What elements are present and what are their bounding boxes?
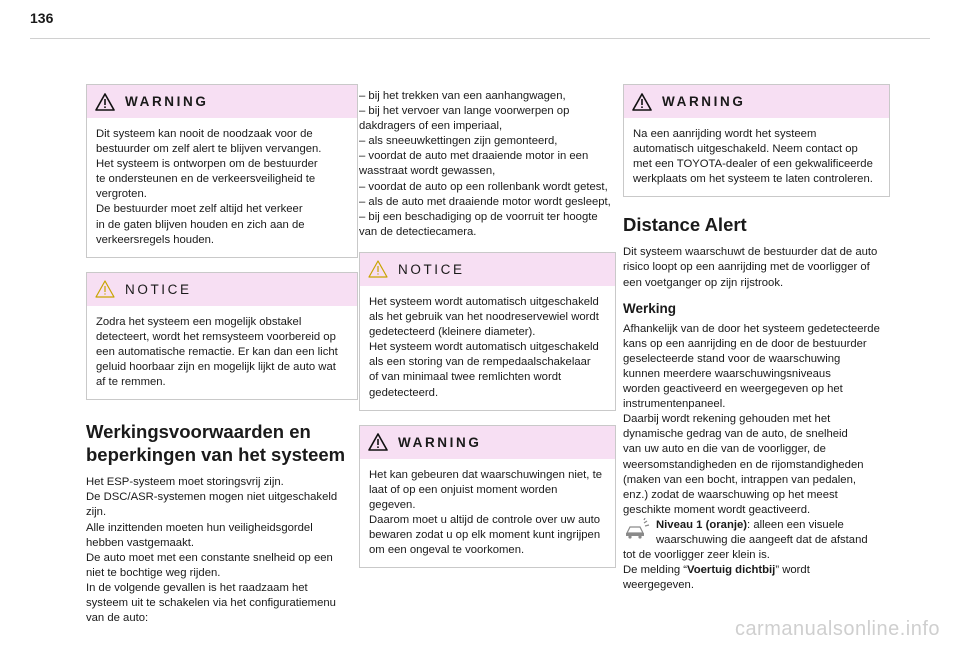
level-1-desc-a: : alleen een visuele xyxy=(747,518,844,531)
warning-title: WARNING xyxy=(125,94,209,109)
watermark: carmanualsonline.info xyxy=(734,618,940,640)
column-2 xyxy=(359,89,616,580)
warning-box xyxy=(86,84,358,258)
column-1 xyxy=(86,84,358,626)
top-divider xyxy=(30,38,930,39)
distance-alert-intro: Dit systeem waarschuwt de bestuurder dat de auto risico loopt op een aanrijding met de voorligger of een voetganger op zijn rijstrook. xyxy=(623,246,878,289)
section-heading: Werkingsvoorwaarden en beperkingen van het systeem xyxy=(86,421,346,466)
distance-alert-heading: Distance Alert xyxy=(623,214,747,236)
werking-text: Afhankelijk van de door het systeem gedetecteerde kans op een aanrijding en de door de bestuurder geselecteerde stand voor de waarschuwing kunnen meerdere waarschuwingsniveaus worden geactiveerd en weergegeven op het instrumentenpaneel. Daarbij wordt rekening gehouden met het dynamische gedrag van de auto, de snelheid van uw auto en die van de voorligger, de weersomstandigheden en de rijomstandigheden (maken van een bocht, intrappen van pedalen, enz.) zodat de waarschuwing op het meest geschikte moment wordt geactiveerd. xyxy=(623,322,880,516)
level-1-row xyxy=(623,518,890,548)
notice-title: NOTICE xyxy=(398,261,465,277)
message-line xyxy=(623,563,890,578)
notice-box xyxy=(359,252,616,411)
notice-text: Het systeem wordt automatisch uitgeschakeld als het gebruik van het noodreservewiel wordt gedetecteerd (kleinere diameter). Het systeem wordt automatisch uitgeschakeld als een storing van de rempedaalschakelaar of van minimaal twee remlichten wordt gedetecteerd. xyxy=(369,295,599,399)
level-1-text xyxy=(656,518,868,548)
conditions-list: – bij het trekken van een aanhangwagen, – bij het vervoer van lange voorwerpen op dakdragers of een imperiaal, – als sneeuwkettingen zijn gemonteerd, – voordat de auto met draaiende motor in een wasstraat wordt gewassen, – voordat de auto op een rollenbank wordt getest, – als de auto met draaiende motor wordt gesleept, – bij een beschadiging op de voorruit ter hoogte van de detectiecamera. xyxy=(359,90,611,238)
section-text: Het ESP-systeem moet storingsvrij zijn. De DSC/ASR-systemen mogen niet uitgeschakeld zijn. Alle inzittenden moeten hun veiligheidsgordel hebben vastgemaakt. De auto moet met een constante snelheid op een niet te bochtige weg rijden. In de volgende gevallen is het raadzaam het systeem uit te schakelen via het configuratiemenu van de auto: xyxy=(86,476,338,625)
notice-triangle-icon xyxy=(95,280,115,298)
warning-box xyxy=(623,84,890,197)
warning-header xyxy=(624,85,889,118)
warning-header xyxy=(360,426,615,459)
warning-text: Dit systeem kan nooit de noodzaak voor de bestuurder om zelf alert te blijven vervangen. Het systeem is ontworpen om de bestuurder te ondersteunen en de verkeersveiligheid te vergroten. De bestuurder moet zelf altijd het verkeer in de gaten blijven houden en zich aan de verkeersregels houden. xyxy=(96,128,322,246)
notice-title: NOTICE xyxy=(125,281,192,297)
notice-triangle-icon xyxy=(368,260,388,278)
collision-alert-icon xyxy=(623,518,651,540)
warning-title: WARNING xyxy=(662,94,746,109)
warning-text: Na een aanrijding wordt het systeem automatisch uitgeschakeld. Neem contact op met een TOYOTA-dealer of een gekwalificeerde werkplaats om het systeem te laten controleren. xyxy=(633,128,873,186)
page-number: 136 xyxy=(30,10,54,26)
warning-box xyxy=(359,425,616,569)
warning-title: WARNING xyxy=(398,434,482,450)
message-prefix: De melding “ xyxy=(623,564,688,577)
message-end: weergegeven. xyxy=(623,579,694,592)
notice-box xyxy=(86,272,358,400)
warning-header xyxy=(87,85,357,118)
notice-header xyxy=(87,273,357,306)
notice-header xyxy=(360,253,615,286)
warning-text: Het kan gebeuren dat waarschuwingen niet, te laat of op een onjuist moment worden gegeven. Daarom moet u altijd de controle over uw auto bewaren zodat u op elk moment kunt ingrijpen om een ongeval te voorkomen. xyxy=(369,468,602,557)
column-3 xyxy=(623,84,890,593)
level-1-block xyxy=(623,518,890,593)
level-1-desc-b: waarschuwing die aangeeft dat de afstand xyxy=(656,533,868,546)
message-suffix: ” wordt xyxy=(775,564,810,577)
warning-triangle-icon xyxy=(632,93,652,111)
message-name: Voertuig dichtbij xyxy=(687,564,776,577)
warning-triangle-icon xyxy=(368,433,388,451)
level-1-desc-c: tot de voorligger zeer klein is. xyxy=(623,549,770,562)
warning-triangle-icon xyxy=(95,93,115,111)
werking-heading: Werking xyxy=(623,300,677,316)
notice-text: Zodra het systeem een mogelijk obstakel detecteert, wordt het remsysteem voorbereid op een automatische remactie. Er kan dan een licht geluid hoorbaar zijn en mogelijk lijkt de auto wat af te remmen. xyxy=(96,315,338,389)
level-1-label: Niveau 1 (oranje) xyxy=(656,518,748,531)
